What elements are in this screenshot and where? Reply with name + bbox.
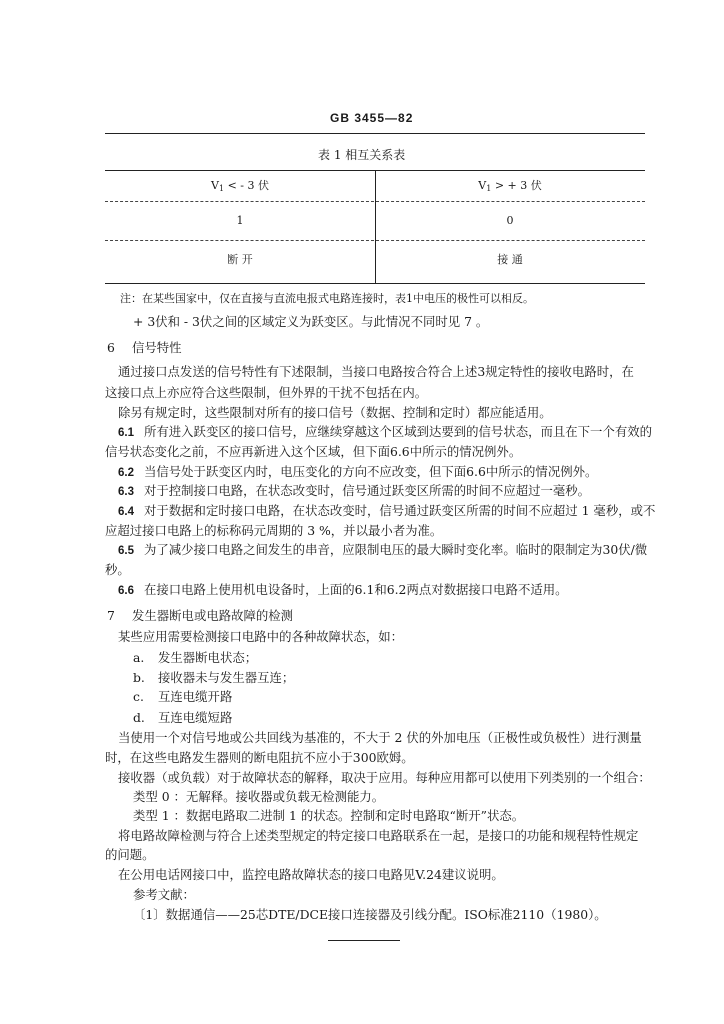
list-item-label: d. xyxy=(133,710,145,725)
clause-line: 应超过接口电路上的标称码元周期的 3 %，并以最小者为准。 xyxy=(105,523,443,538)
section-6-title: 信号特性 xyxy=(132,340,182,355)
list-item-label: a. xyxy=(133,650,145,665)
section-7-number: 7 xyxy=(107,608,115,623)
paragraph-line: 接收器（或负载）对于故障状态的解释，取决于应用。每种应用都可以使用下列类别的一个组合： xyxy=(118,770,651,785)
paragraph-line: 类型 0 ：无解释。接收器或负载无检测能力。 xyxy=(133,789,385,804)
paragraph-line: 这接口点上亦应符合这些限制，但外界的干扰不包括在内。 xyxy=(105,385,428,400)
paragraph-line: 除另有规定时，这些限制对所有的接口信号（数据、控制和定时）都应能适用。 xyxy=(118,405,552,420)
clause-line: 为了减少接口电路之间发生的串音，应限制电压的最大瞬时变化率。临时的限制定为30伏/微 xyxy=(144,542,648,557)
clause-number: 6.6 xyxy=(118,585,134,597)
clause-line: 当信号处于跃变区内时，电压变化的方向不应改变，但下面6.6中所示的情况例外。 xyxy=(144,464,598,479)
clause-number: 6.2 xyxy=(118,467,134,479)
reference-entry: 〔1〕数据通信——25芯DTE/DCE接口连接器及引线分配。ISO标准2110（1980）。 xyxy=(133,907,607,922)
clause-number: 6.1 xyxy=(118,427,134,439)
transition-region-note: + 3伏和 - 3伏之间的区域定义为跃变区。与此情况不同时见 7 。 xyxy=(133,314,489,329)
clause-number: 6.5 xyxy=(118,545,134,557)
end-rule xyxy=(328,940,400,941)
section-6-number: 6 xyxy=(107,340,115,355)
table-bottom-border xyxy=(105,283,645,284)
list-item: 互连电缆开路 xyxy=(158,689,233,704)
paragraph-line: 当使用一个对信号地或公共回线为基准的，不大于 2 伏的外加电压（正极性或负极性）进行测量 xyxy=(118,730,642,745)
table-note: 注：在某些国家中，仅在直接与直流电报式电路连接时，表1中电压的极性可以相反。 xyxy=(120,292,534,305)
paragraph-line: 通过接口点发送的信号特性有下述限制，当接口电路按合符合上述3规定特性的接收电路时，在 xyxy=(118,364,634,379)
clause-number: 6.4 xyxy=(118,506,134,518)
list-item: 发生器断电状态； xyxy=(158,650,258,665)
references-heading: 参考文献： xyxy=(133,887,195,902)
table-cell: 0 xyxy=(506,214,514,227)
clause-line: 对于控制接口电路，在状态改变时，信号通过跃变区所需的时间不应超过一毫秒。 xyxy=(144,483,591,498)
clause-line: 对于数据和定时接口电路，在状态改变时，信号通过跃变区所需的时间不应超过 1 毫秒，或不 xyxy=(144,503,656,518)
clause-line: 所有进入跃变区的接口信号，应继续穿越这个区域到达要到的信号状态，而且在下一个有效的 xyxy=(144,424,653,439)
table-header-cell: $V_1$ < - 3 伏 xyxy=(211,179,269,193)
list-item: 互连电缆短路 xyxy=(158,710,233,725)
clause-line: 秒。 xyxy=(105,562,130,577)
table-header-cell: $V_1$ > + 3 伏 xyxy=(478,179,542,193)
table-caption: 表 1 相互关系表 xyxy=(318,148,406,162)
paragraph-line: 某些应用需要检测接口电路中的各种故障状态，如： xyxy=(118,629,403,644)
table-cell: 断 开 xyxy=(227,253,253,266)
paragraph-line: 在公用电话网接口中，监控电路故障状态的接口电路见V.24建议说明。 xyxy=(118,867,504,882)
header-rule xyxy=(105,133,645,134)
list-item-label: b. xyxy=(133,670,145,685)
paragraph-line: 将电路故障检测与符合上述类型规定的特定接口电路联系在一起，是接口的功能和规程特性规定 xyxy=(118,828,639,843)
document-code: GB 3455—82 xyxy=(330,111,414,125)
list-item: 接收器未与发生器互连； xyxy=(158,670,295,685)
clause-number: 6.3 xyxy=(118,486,134,498)
table-cell: 1 xyxy=(236,214,244,227)
paragraph-line: 类型 1 ：数据电路取二进制 1 的状态。控制和定时电路取“断开”状态。 xyxy=(133,808,525,823)
clause-line: 信号状态变化之前，不应再新进入这个区域，但下面6.6中所示的情况例外。 xyxy=(105,444,522,459)
list-item-label: c. xyxy=(133,689,144,704)
section-7-title: 发生器断电或电路故障的检测 xyxy=(132,608,294,623)
clause-line: 在接口电路上使用机电设备时，上面的6.1和6.2两点对数据接口电路不适用。 xyxy=(144,582,568,597)
table-cell: 接 通 xyxy=(497,253,523,266)
paragraph-line: 时，在这些电路发生器则的断电阻抗不应小于300欧姆。 xyxy=(105,750,414,765)
paragraph-line: 的问题。 xyxy=(105,847,155,862)
